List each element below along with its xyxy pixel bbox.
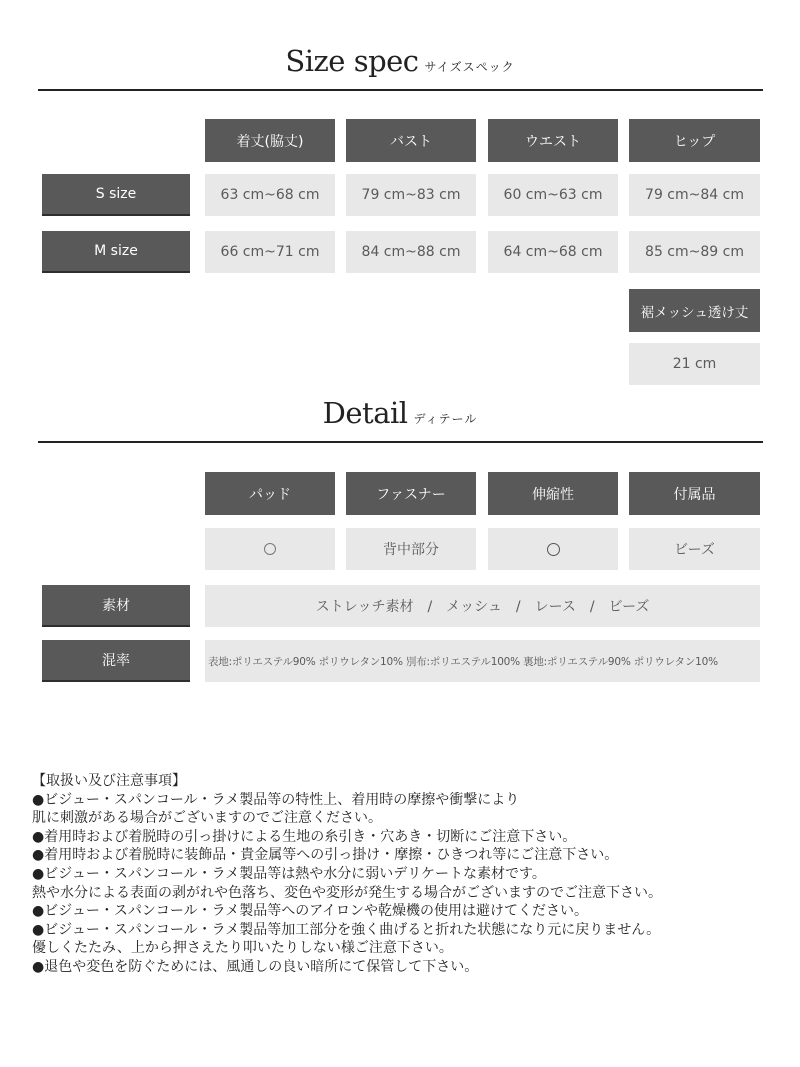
detail-stretch-value bbox=[488, 528, 618, 570]
care-note-line: ●ビジュー・スパンコール・ラメ製品等の特性上、着用時の摩擦や衝撃により bbox=[32, 791, 520, 808]
detail-material-label: 素材 bbox=[42, 585, 190, 625]
care-note-line: 優しくたたみ、上から押さえたり叩いたりしない様ご注意下さい。 bbox=[32, 940, 453, 957]
detail-blend-value: 表地:ポリエステル90% ポリウレタン10% 別布:ポリエステル100% 裏地:ポリエステル90% ポリウレタン10% bbox=[205, 640, 760, 682]
size-s-length: 63 cm~68 cm bbox=[205, 174, 335, 216]
care-note-line: 熱や水分による表面の剥がれや色落ち、変色や変形が発生する場合がございますのでご注意下さい。 bbox=[32, 884, 662, 901]
size-mesh-length-value: 21 cm bbox=[629, 343, 760, 385]
size-m-waist: 64 cm~68 cm bbox=[488, 231, 618, 273]
size-header-bust: バスト bbox=[346, 119, 476, 162]
size-m-bust: 84 cm~88 cm bbox=[346, 231, 476, 273]
circle-bold-icon bbox=[547, 543, 560, 556]
detail-divider bbox=[38, 441, 763, 443]
care-note-line: ●ビジュー・スパンコール・ラメ製品等へのアイロンや乾燥機の使用は避けてください。 bbox=[32, 903, 588, 920]
detail-title-jp: ディテール bbox=[413, 412, 478, 426]
size-spec-title bbox=[0, 44, 800, 78]
size-header-waist: ウエスト bbox=[488, 119, 618, 162]
care-note-line: ●着用時および着脱時の引っ掛けによる生地の糸引き・穴あき・切断にご注意下さい。 bbox=[32, 828, 577, 845]
size-spec-title-jp: サイズスペック bbox=[424, 60, 515, 74]
care-notes bbox=[32, 772, 772, 977]
detail-zipper-value: 背中部分 bbox=[346, 528, 476, 570]
size-row-label-m: M size bbox=[42, 231, 190, 271]
detail-title bbox=[0, 396, 800, 430]
care-note-line: ●着用時および着脱時に装飾品・貴金属等への引っ掛け・摩擦・ひきつれ等にご注意下さい。 bbox=[32, 847, 619, 864]
size-spec-title-en: Size spec bbox=[285, 44, 419, 78]
care-notes-heading: 【取扱い及び注意事項】 bbox=[32, 773, 186, 789]
care-note-line: ●ビジュー・スパンコール・ラメ製品等は熱や水分に弱いデリケートな素材です。 bbox=[32, 865, 546, 882]
size-s-bust: 79 cm~83 cm bbox=[346, 174, 476, 216]
size-row-label-s: S size bbox=[42, 174, 190, 214]
size-s-waist: 60 cm~63 cm bbox=[488, 174, 618, 216]
detail-accessories-value: ビーズ bbox=[629, 528, 760, 570]
size-spec-divider bbox=[38, 89, 763, 91]
detail-header-pad: パッド bbox=[205, 472, 335, 515]
detail-header-zipper: ファスナー bbox=[346, 472, 476, 515]
care-note-line: ●退色や変色を防ぐためには、風通しの良い暗所にて保管して下さい。 bbox=[32, 958, 479, 975]
circle-thin-icon bbox=[264, 543, 276, 555]
care-note-line: 肌に刺激がある場合がございますのでご注意ください。 bbox=[32, 810, 382, 827]
care-note-line: ●ビジュー・スパンコール・ラメ製品等加工部分を強く曲げると折れた状態になり元に戻りません。 bbox=[32, 921, 661, 938]
detail-pad-value bbox=[205, 528, 335, 570]
size-header-mesh-length: 裾メッシュ透け丈 bbox=[629, 289, 760, 332]
size-m-hip: 85 cm~89 cm bbox=[629, 231, 760, 273]
detail-header-accessories: 付属品 bbox=[629, 472, 760, 515]
detail-blend-label: 混率 bbox=[42, 640, 190, 680]
detail-title-en: Detail bbox=[322, 396, 408, 430]
detail-header-stretch: 伸縮性 bbox=[488, 472, 618, 515]
detail-material-value: ストレッチ素材 / メッシュ / レース / ビーズ bbox=[205, 585, 760, 627]
size-m-length: 66 cm~71 cm bbox=[205, 231, 335, 273]
size-s-hip: 79 cm~84 cm bbox=[629, 174, 760, 216]
size-header-hip: ヒップ bbox=[629, 119, 760, 162]
size-header-length: 着丈(脇丈) bbox=[205, 119, 335, 162]
